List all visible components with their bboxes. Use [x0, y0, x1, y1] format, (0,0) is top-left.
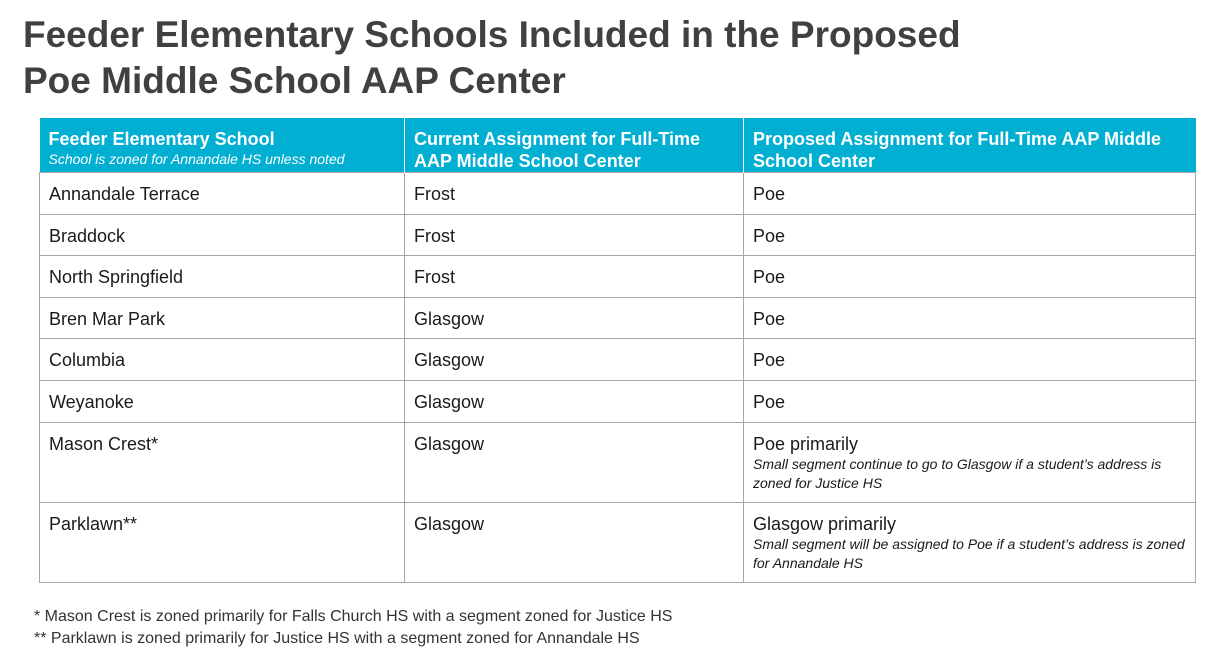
- cell-proposed-note: Small segment continue to go to Glasgow if a student’s address is zoned for Justice HS: [753, 455, 1162, 491]
- cell-current: Frost: [405, 214, 744, 256]
- cell-proposed: Poe: [744, 297, 1196, 339]
- cell-proposed-main: Poe primarily: [753, 433, 859, 454]
- feeder-schools-table: [39, 118, 1196, 583]
- cell-proposed: Poe: [744, 380, 1196, 422]
- cell-school: Bren Mar Park: [40, 297, 405, 339]
- cell-school: North Springfield: [40, 256, 405, 298]
- cell-current: Glasgow: [405, 297, 744, 339]
- cell-proposed: Poe: [744, 339, 1196, 381]
- cell-current: Frost: [405, 173, 744, 215]
- cell-current: Glasgow: [405, 502, 744, 582]
- table-header-row: [40, 118, 1196, 173]
- header-feeder-school: [40, 118, 405, 173]
- footnotes: [34, 606, 672, 650]
- table-row: [40, 173, 1196, 215]
- cell-current: Glasgow: [405, 380, 744, 422]
- table-row: [40, 502, 1196, 582]
- footnote-parklawn: ** Parklawn is zoned primarily for Justice HS with a segment zoned for Annandale HS: [34, 630, 640, 647]
- table-row: [40, 256, 1196, 298]
- cell-proposed: Poe: [744, 173, 1196, 215]
- table-row: [40, 297, 1196, 339]
- table-row: [40, 422, 1196, 502]
- cell-current: Glasgow: [405, 422, 744, 502]
- title-line-1: Feeder Elementary Schools Included in the Proposed: [23, 14, 961, 55]
- header-current-assignment: Current Assignment for Full-Time AAP Middle School Center: [405, 118, 744, 173]
- cell-proposed-note: Small segment will be assigned to Poe if a student’s address is zoned for Annandale HS: [753, 535, 1185, 571]
- cell-school: Mason Crest*: [40, 422, 405, 502]
- title-line-2: Poe Middle School AAP Center: [23, 60, 566, 101]
- cell-school: Weyanoke: [40, 380, 405, 422]
- table-row: [40, 380, 1196, 422]
- cell-current: Frost: [405, 256, 744, 298]
- header-proposed-assignment: Proposed Assignment for Full-Time AAP Middle School Center: [744, 118, 1196, 173]
- cell-proposed-main: Glasgow primarily: [753, 513, 897, 534]
- cell-proposed: Poe: [744, 214, 1196, 256]
- cell-school: Columbia: [40, 339, 405, 381]
- header-feeder-school-subtitle: School is zoned for Annandale HS unless noted: [48, 151, 345, 167]
- cell-school: Parklawn**: [40, 502, 405, 582]
- cell-proposed: [744, 422, 1196, 502]
- table-row: [40, 339, 1196, 381]
- header-feeder-school-label: Feeder Elementary School: [48, 129, 275, 149]
- cell-proposed: Poe: [744, 256, 1196, 298]
- cell-school: Annandale Terrace: [40, 173, 405, 215]
- footnote-mason-crest: * Mason Crest is zoned primarily for Falls Church HS with a segment zoned for Justice HS: [34, 608, 673, 625]
- table-row: [40, 214, 1196, 256]
- cell-proposed: [744, 502, 1196, 582]
- cell-school: Braddock: [40, 214, 405, 256]
- cell-current: Glasgow: [405, 339, 744, 381]
- page-title: [23, 12, 961, 104]
